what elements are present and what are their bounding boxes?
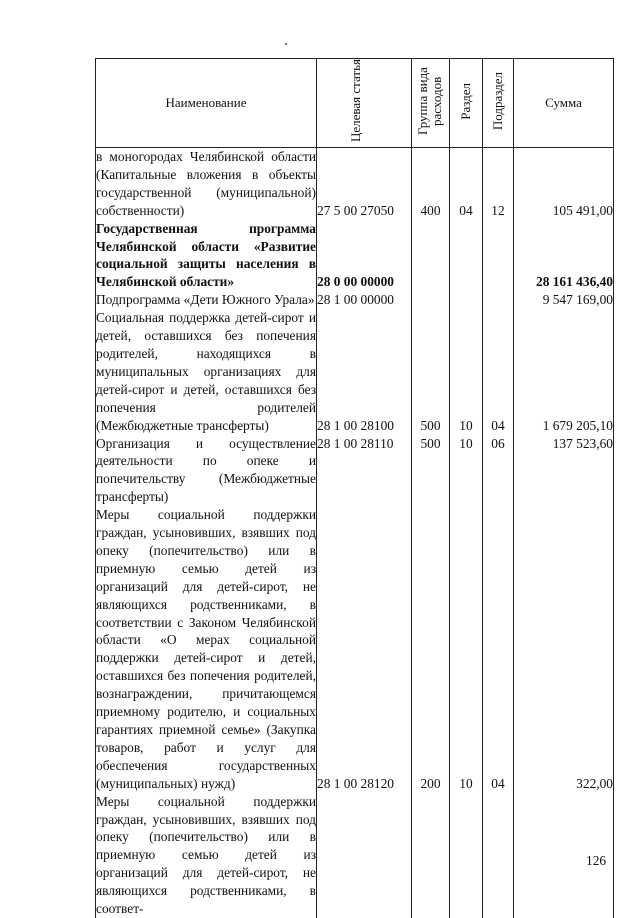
row-group: 500 (412, 309, 450, 434)
table-row (96, 220, 614, 292)
row-code (317, 793, 412, 918)
row-group: 200 (412, 506, 450, 793)
row-group (412, 220, 450, 292)
row-name: Подпрограмма «Дети Южного Урала» (96, 292, 315, 308)
row-code: 28 1 00 00000 (317, 291, 412, 309)
table-row (96, 291, 614, 309)
row-section: 10 (450, 435, 483, 507)
row-section: 10 (450, 309, 483, 434)
header-group: Группа вида расходов (412, 59, 450, 148)
row-sum: 105 491,00 (514, 148, 614, 220)
row-name: Социальная поддержка детей-сирот и детей, оставшихся без попечения родителей, находящихся в муниципальных организациях для детей-сирот и детей, оставшихся без попечения родителей (Межбюджетные трансферты) (96, 310, 316, 433)
row-section (450, 220, 483, 292)
table-row (96, 793, 614, 918)
header-subsection: Подраздел (483, 59, 514, 148)
row-group: 400 (412, 148, 450, 220)
table-row (96, 435, 614, 507)
header-name: Наименование (96, 59, 317, 148)
header-sum: Сумма (514, 59, 614, 148)
row-group (412, 793, 450, 918)
table-row (96, 309, 614, 434)
row-code: 28 0 00 00000 (317, 220, 412, 292)
header-section: Раздел (450, 59, 483, 148)
row-name: Меры социальной поддержки граждан, усыновивших, взявших под опеку (попечительство) или в приемную семью детей из организаций для детей-сирот, не являющихся родственниками, в соответ- (96, 793, 316, 917)
header-code: Целевая статья (317, 59, 412, 148)
row-subsection: 06 (483, 435, 514, 507)
table-row (96, 148, 614, 220)
page-number: 126 (586, 853, 607, 868)
row-sum: 322,00 (514, 506, 614, 793)
row-name: в моногородах Челябинской области (Капитальные вложения в объекты государственной (муниципальной) собственности) (96, 149, 316, 218)
row-code: 28 1 00 28110 (317, 435, 412, 507)
row-code: 27 5 00 27050 (317, 148, 412, 220)
budget-table (95, 58, 614, 918)
row-code: 28 1 00 28120 (317, 506, 412, 793)
row-code: 28 1 00 28100 (317, 309, 412, 434)
row-group: 500 (412, 435, 450, 507)
row-subsection: 12 (483, 148, 514, 220)
row-subsection: 04 (483, 506, 514, 793)
row-subsection (483, 291, 514, 309)
row-name: Организация и осуществление деятельности по опеке и попечительству (Межбюджетные трансферты) (96, 435, 316, 505)
row-sum: 137 523,60 (514, 435, 614, 507)
row-section: 04 (450, 148, 483, 220)
row-name: Государственная программа Челябинской области «Развитие социальной защиты населения в Челябинской области» (96, 220, 316, 290)
row-section (450, 291, 483, 309)
row-subsection (483, 793, 514, 918)
scan-dot (285, 43, 287, 45)
row-sum: 9 547 169,00 (514, 291, 614, 309)
row-subsection (483, 220, 514, 292)
row-sum: 28 161 436,40 (514, 220, 614, 292)
table-header-row (96, 59, 614, 148)
row-subsection: 04 (483, 309, 514, 434)
table-row (96, 506, 614, 793)
row-group (412, 291, 450, 309)
row-name: Меры социальной поддержки граждан, усыновивших, взявших под опеку (попечительство) или в приемную семью детей из организаций для детей-сирот, не являющихся родственниками, в соответствии с Законом Челябинской области «О мерах социальной поддержки детей-сирот и детей, оставшихся без попечения родителей, вознаграждении, причитающемся приемному родителю, и социальных гарантиях приемной семье» (Закупка товаров, работ и услуг для обеспечения государственных (муниципальных) нужд) (96, 507, 316, 791)
row-sum: 1 679 205,10 (514, 309, 614, 434)
row-section: 10 (450, 506, 483, 793)
row-section (450, 793, 483, 918)
